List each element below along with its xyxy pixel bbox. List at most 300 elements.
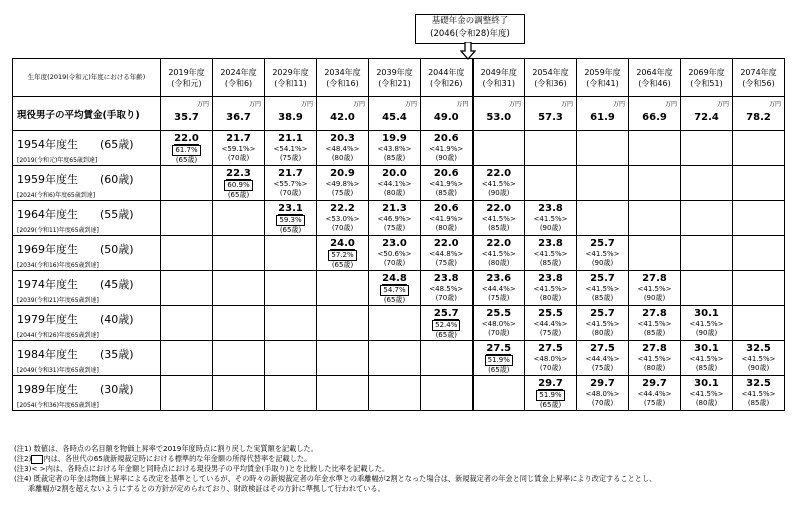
age-label: (75歳) xyxy=(279,154,302,162)
wage-ratio: <44.4%> xyxy=(637,390,672,398)
header-era-label: (令和56) xyxy=(742,78,775,88)
unit-label: 万円 xyxy=(404,101,417,108)
pension-value: 21.3 xyxy=(382,203,407,214)
cohort-cell xyxy=(525,271,577,306)
age-label: (80歳) xyxy=(383,189,406,197)
age-label: (75歳) xyxy=(435,259,457,267)
cohort-cell xyxy=(213,306,265,341)
cohort-cell xyxy=(473,201,525,236)
cohort-cell xyxy=(317,201,369,236)
age-label: (80歳) xyxy=(331,154,354,162)
cohort-note: [2034(令和16)年度65歳到達] xyxy=(17,262,99,269)
cohort-cell xyxy=(161,306,213,341)
pension-value: 25.5 xyxy=(538,308,563,319)
cohort-row xyxy=(13,341,785,376)
age-label: (85歳) xyxy=(643,329,666,337)
wage-ratio: <41.9%> xyxy=(429,215,464,223)
pension-value-wrap xyxy=(474,343,525,355)
cohort-name: 1979年度生 (40歳) xyxy=(17,313,134,326)
pension-value: 29.7 xyxy=(642,378,667,389)
replacement-rate: 51.9% xyxy=(485,355,513,366)
age-label: (75歳) xyxy=(383,224,406,232)
wage-value: 45.4 xyxy=(382,112,407,123)
pension-value: 30.1 xyxy=(694,343,719,354)
wage-ratio: <41.5%> xyxy=(481,250,516,258)
age-label: (90歳) xyxy=(539,224,562,232)
pension-value: 22.2 xyxy=(330,203,355,214)
cohort-cell xyxy=(369,166,421,201)
wage-ratio: <44.1%> xyxy=(377,180,412,188)
age-label: (65歳) xyxy=(227,191,250,199)
age-label: (65歳) xyxy=(331,261,354,269)
wage-ratio: <46.9%> xyxy=(377,215,412,223)
age-label: (85歳) xyxy=(435,189,457,197)
cohort-cell xyxy=(213,376,265,411)
header-year-label: 2069年度 xyxy=(688,67,725,77)
cohort-cell xyxy=(317,166,369,201)
pension-value: 32.5 xyxy=(746,378,771,389)
header-row xyxy=(13,59,785,97)
cohort-cell xyxy=(317,271,369,306)
pension-value: 23.8 xyxy=(433,273,459,284)
pension-value-wrap xyxy=(369,273,420,285)
replacement-rate: 61.7% xyxy=(172,145,200,156)
age-label: (70歳) xyxy=(383,259,406,267)
pension-value: 23.8 xyxy=(538,273,563,284)
cohort-cell xyxy=(733,341,785,376)
header-year xyxy=(681,59,733,97)
header-era-label: (令和元) xyxy=(171,78,202,88)
pension-value: 25.7 xyxy=(590,273,615,284)
cohort-label xyxy=(13,131,161,166)
wage-ratio: <41.5%> xyxy=(741,390,776,398)
wage-cell xyxy=(421,97,473,131)
cohort-cell xyxy=(681,341,733,376)
replacement-rate: 57.2% xyxy=(328,250,356,261)
cohort-note: [2049(令和31)年度65歳到達] xyxy=(17,367,99,374)
age-label: (85歳) xyxy=(695,364,718,372)
cohort-cell xyxy=(161,271,213,306)
header-year xyxy=(577,59,629,97)
unit-label: 万円 xyxy=(248,101,261,108)
cohort-cell xyxy=(369,131,421,166)
pension-value: 27.8 xyxy=(642,343,667,354)
wage-ratio: <44.4%> xyxy=(585,355,620,363)
cohort-note: [2054(令和36)年度65歳到達] xyxy=(17,402,99,409)
replacement-rate: 59.3% xyxy=(276,215,304,226)
age-label: (80歳) xyxy=(643,364,666,372)
pension-value: 21.7 xyxy=(278,168,303,179)
cohort-cell xyxy=(577,131,629,166)
age-label: (75歳) xyxy=(643,399,666,407)
wage-ratio: <49.8%> xyxy=(325,180,360,188)
cohort-cell xyxy=(733,236,785,271)
unit-label: 万円 xyxy=(768,101,781,108)
header-year xyxy=(421,59,473,97)
cohort-cell xyxy=(421,201,473,236)
age-label: (90歳) xyxy=(695,329,718,337)
cohort-cell xyxy=(525,236,577,271)
wage-cell xyxy=(213,97,265,131)
wage-cell xyxy=(629,97,681,131)
cohort-cell xyxy=(629,236,681,271)
pension-value: 23.0 xyxy=(382,238,407,249)
age-label: (85歳) xyxy=(591,294,614,302)
header-year xyxy=(369,59,421,97)
cohort-cell xyxy=(473,271,525,306)
wage-cell xyxy=(317,97,369,131)
cohort-label xyxy=(13,341,161,376)
wage-cell xyxy=(681,97,733,131)
cohort-cell xyxy=(577,236,629,271)
wage-ratio: <41.5%> xyxy=(585,250,620,258)
pension-value: 23.8 xyxy=(538,203,563,214)
age-label: (65歳) xyxy=(435,331,457,339)
wage-ratio: <44.8%> xyxy=(429,250,464,258)
cohort-cell xyxy=(317,131,369,166)
pension-value: 32.5 xyxy=(746,343,771,354)
header-corner: 生年度(2019(令和元)年度における年齢) xyxy=(13,59,161,97)
wage-ratio: <59.1%> xyxy=(221,145,256,153)
header-year-label: 2024年度 xyxy=(220,67,257,77)
cohort-cell xyxy=(421,341,473,376)
age-label: (65歳) xyxy=(539,401,562,409)
header-era-label: (令和51) xyxy=(690,78,723,88)
cohort-cell xyxy=(161,376,213,411)
wage-label: 現役男子の平均賃金(手取り) xyxy=(13,97,161,131)
replacement-rate: 54.7% xyxy=(380,285,408,296)
wage-value: 78.2 xyxy=(746,112,771,123)
wage-cell xyxy=(577,97,629,131)
wage-value: 66.9 xyxy=(642,112,667,123)
cohort-cell xyxy=(369,201,421,236)
cohort-cell xyxy=(161,201,213,236)
pension-value-wrap xyxy=(421,308,472,320)
age-label: (85歳) xyxy=(488,224,510,232)
cohort-cell xyxy=(213,201,265,236)
cohort-label xyxy=(13,166,161,201)
header-year xyxy=(629,59,681,97)
cohort-cell xyxy=(265,341,317,376)
cohort-cell xyxy=(317,376,369,411)
wage-value: 35.7 xyxy=(174,112,199,123)
pension-value: 19.9 xyxy=(382,133,407,144)
cohort-cell xyxy=(525,306,577,341)
cohort-cell xyxy=(577,166,629,201)
cohort-cell xyxy=(629,131,681,166)
pension-value: 23.6 xyxy=(486,273,512,284)
cohort-label xyxy=(13,306,161,341)
pension-value: 20.6 xyxy=(433,168,459,179)
cohort-cell xyxy=(525,376,577,411)
wage-ratio: <41.5%> xyxy=(585,285,620,293)
note-1: (注1) 数値は、各時点の名目額を物価上昇率で2019年度時点に割り戻した実質額を記載した。 xyxy=(14,444,318,453)
wage-ratio: <41.9%> xyxy=(429,145,464,153)
pension-value: 30.1 xyxy=(694,378,719,389)
header-era-label: (令和46) xyxy=(638,78,671,88)
cohort-row xyxy=(13,271,785,306)
pension-value: 27.5 xyxy=(538,343,563,354)
age-label: (75歳) xyxy=(331,189,354,197)
header-year-label: 2049年度 xyxy=(480,67,517,77)
cohort-cell xyxy=(473,236,525,271)
header-year xyxy=(213,59,265,97)
cohort-cell xyxy=(213,236,265,271)
pension-value: 22.0 xyxy=(486,168,512,179)
wage-ratio: <41.5%> xyxy=(637,285,672,293)
footnotes xyxy=(14,444,794,494)
age-label: (65歳) xyxy=(383,296,406,304)
wage-ratio: <41.9%> xyxy=(429,180,464,188)
cohort-cell xyxy=(577,341,629,376)
unit-label: 万円 xyxy=(456,101,469,108)
box-symbol-icon xyxy=(31,455,43,464)
replacement-rate: 52.4% xyxy=(432,320,460,331)
cohort-label xyxy=(13,376,161,411)
age-label: (70歳) xyxy=(279,189,302,197)
cohort-cell xyxy=(577,306,629,341)
header-year-label: 2029年度 xyxy=(272,67,309,77)
pension-value: 22.0 xyxy=(174,133,199,144)
header-era-label: (令和6) xyxy=(224,78,253,88)
header-year-label: 2034年度 xyxy=(324,67,361,77)
cohort-cell xyxy=(577,271,629,306)
pension-value: 20.6 xyxy=(433,203,459,214)
pension-value: 30.1 xyxy=(694,308,719,319)
cohort-name: 1974年度生 (45歳) xyxy=(17,278,134,291)
cohort-cell xyxy=(265,376,317,411)
cohort-row xyxy=(13,306,785,341)
age-label: (80歳) xyxy=(539,294,562,302)
cohort-cell xyxy=(733,201,785,236)
wage-ratio: <41.5%> xyxy=(689,355,724,363)
cohort-cell xyxy=(317,236,369,271)
cohort-cell xyxy=(369,236,421,271)
pension-value: 24.0 xyxy=(330,238,355,249)
cohort-cell xyxy=(733,376,785,411)
cohort-cell xyxy=(161,236,213,271)
pension-value-wrap xyxy=(213,168,264,180)
cohort-cell xyxy=(213,131,265,166)
header-era-label: (令和21) xyxy=(378,78,411,88)
header-era-label: (令和11) xyxy=(274,78,307,88)
unit-label: 万円 xyxy=(664,101,677,108)
wage-ratio: <41.5%> xyxy=(689,390,724,398)
cohort-name: 1984年度生 (35歳) xyxy=(17,348,134,361)
header-era-label: (令和26) xyxy=(430,78,463,88)
cohort-cell xyxy=(213,166,265,201)
age-label: (90歳) xyxy=(747,364,770,372)
wage-ratio: <53.0%> xyxy=(325,215,360,223)
wage-ratio: <44.4%> xyxy=(533,320,568,328)
cohort-cell xyxy=(473,166,525,201)
wage-cell xyxy=(525,97,577,131)
cohort-cell xyxy=(681,236,733,271)
wage-ratio: <48.0%> xyxy=(533,355,568,363)
wage-value: 61.9 xyxy=(590,112,615,123)
age-label: (70歳) xyxy=(227,154,250,162)
header-year xyxy=(161,59,213,97)
average-wage-row xyxy=(13,97,785,131)
age-label: (75歳) xyxy=(539,329,562,337)
unit-label: 万円 xyxy=(352,101,365,108)
pension-value: 22.0 xyxy=(433,238,459,249)
unit-label: 万円 xyxy=(196,101,209,108)
age-label: (70歳) xyxy=(435,294,457,302)
pension-value: 21.7 xyxy=(226,133,251,144)
wage-ratio: <48.0%> xyxy=(481,320,516,328)
pension-value: 27.5 xyxy=(590,343,615,354)
wage-cell xyxy=(161,97,213,131)
cohort-cell xyxy=(525,131,577,166)
cohort-cell xyxy=(733,166,785,201)
pension-value-wrap xyxy=(525,378,576,390)
cohort-cell xyxy=(473,131,525,166)
wage-ratio: <55.7%> xyxy=(273,180,308,188)
cohort-note: [2019(令和元)年度65歳到達] xyxy=(17,157,98,164)
cohort-note: [2029(令和11)年度65歳到達] xyxy=(17,227,99,234)
wage-cell xyxy=(369,97,421,131)
cohort-cell xyxy=(369,376,421,411)
wage-value: 53.0 xyxy=(486,112,512,123)
cohort-cell xyxy=(473,376,525,411)
age-label: (65歳) xyxy=(488,366,510,374)
header-era-label: (令和36) xyxy=(534,78,567,88)
cohort-cell xyxy=(421,166,473,201)
pension-projection-table xyxy=(12,58,785,411)
note-4: (注4) 既裁定者の年金は物価上昇率による改定を基準としているが、その時々の新規裁定者の年金水準との乖離幅が2割となった場合は、新規裁定者の年金と同じ賃金上昇率により改定することとし、 xyxy=(14,474,657,483)
cohort-cell xyxy=(525,341,577,376)
age-label: (80歳) xyxy=(488,259,510,267)
pension-value: 20.9 xyxy=(330,168,355,179)
cohort-cell xyxy=(733,306,785,341)
banner-subtitle: (2046(令和28)年度) xyxy=(430,29,510,39)
pension-value: 22.0 xyxy=(486,203,512,214)
pension-value: 25.7 xyxy=(590,308,615,319)
pension-value-wrap xyxy=(161,133,212,145)
note-3: (注3)< >内は、各時点における年金額と同時点における現役男子の平均賃金(手取り)とを比較した比率を記載した。 xyxy=(14,464,390,473)
wage-ratio: <48.5%> xyxy=(429,285,464,293)
header-year xyxy=(525,59,577,97)
unit-label: 万円 xyxy=(300,101,313,108)
cohort-cell xyxy=(265,201,317,236)
cohort-cell xyxy=(525,166,577,201)
wage-ratio: <48.0%> xyxy=(585,390,620,398)
cohort-label xyxy=(13,236,161,271)
cohort-cell xyxy=(681,271,733,306)
pension-value: 20.0 xyxy=(382,168,407,179)
note-2: (注2) 内は、各世代の65歳新規裁定時における標準的な年金額の所得代替率を記載した。 xyxy=(14,454,312,463)
cohort-cell xyxy=(265,166,317,201)
wage-ratio: <41.5%> xyxy=(533,250,568,258)
wage-ratio: <41.5%> xyxy=(585,320,620,328)
wage-value: 36.7 xyxy=(226,112,251,123)
pension-value: 25.7 xyxy=(590,238,615,249)
age-label: (70歳) xyxy=(488,329,510,337)
wage-cell xyxy=(473,97,525,131)
header-year xyxy=(733,59,785,97)
wage-value: 49.0 xyxy=(433,112,459,123)
cohort-cell xyxy=(369,341,421,376)
age-label: (85歳) xyxy=(747,399,770,407)
cohort-cell xyxy=(265,271,317,306)
cohort-cell xyxy=(473,306,525,341)
age-label: (90歳) xyxy=(591,259,614,267)
cohort-cell xyxy=(681,201,733,236)
cohort-cell xyxy=(421,236,473,271)
banner-title: 基礎年金の調整終了 xyxy=(431,16,509,26)
cohort-name: 1964年度生 (55歳) xyxy=(17,208,134,221)
cohort-name: 1989年度生 (30歳) xyxy=(17,383,134,396)
cohort-cell xyxy=(265,131,317,166)
unit-label: 万円 xyxy=(612,101,625,108)
unit-label: 万円 xyxy=(560,101,573,108)
age-label: (80歳) xyxy=(435,224,457,232)
wage-ratio: <41.5%> xyxy=(741,355,776,363)
header-year xyxy=(317,59,369,97)
age-label: (85歳) xyxy=(539,259,562,267)
header-year-label: 2039年度 xyxy=(376,67,413,77)
cohort-note: [2039(令和21)年度65歳到達] xyxy=(17,297,99,304)
age-label: (75歳) xyxy=(591,364,614,372)
cohort-note: [2024(令和6)年度65歳到達] xyxy=(17,192,96,199)
header-year-label: 2044年度 xyxy=(428,67,465,77)
header-era-label: (令和16) xyxy=(326,78,359,88)
age-label: (90歳) xyxy=(643,294,666,302)
cohort-cell xyxy=(629,376,681,411)
header-year-label: 2059年度 xyxy=(584,67,621,77)
cohort-cell xyxy=(421,271,473,306)
cohort-cell xyxy=(733,271,785,306)
pension-value: 27.8 xyxy=(642,273,667,284)
cohort-cell xyxy=(577,376,629,411)
pension-value: 27.5 xyxy=(486,343,512,354)
wage-ratio: <41.5%> xyxy=(533,215,568,223)
age-label: (90歳) xyxy=(435,154,457,162)
pension-value: 23.1 xyxy=(278,203,303,214)
note-4-cont: 乖離幅が2割を超えないようにするとの方針が定められており、財政検証はその方針に準拠して行われている。 xyxy=(28,484,385,493)
cohort-cell xyxy=(421,306,473,341)
wage-ratio: <41.5%> xyxy=(637,320,672,328)
cohort-cell xyxy=(577,201,629,236)
cohort-cell xyxy=(525,201,577,236)
wage-value: 38.9 xyxy=(278,112,303,123)
cohort-cell xyxy=(733,131,785,166)
wage-cell xyxy=(733,97,785,131)
cohort-cell xyxy=(161,131,213,166)
cohort-label xyxy=(13,201,161,236)
header-era-label: (令和41) xyxy=(586,78,619,88)
cohort-row xyxy=(13,201,785,236)
cohort-name: 1959年度生 (60歳) xyxy=(17,173,134,186)
cohort-row xyxy=(13,131,785,166)
header-year xyxy=(265,59,317,97)
wage-cell xyxy=(265,97,317,131)
wage-ratio: <41.5%> xyxy=(481,180,516,188)
age-label: (65歳) xyxy=(175,156,198,164)
age-label: (80歳) xyxy=(591,329,614,337)
cohort-cell xyxy=(629,341,681,376)
pension-value: 22.0 xyxy=(486,238,512,249)
age-label: (75歳) xyxy=(488,294,510,302)
age-label: (70歳) xyxy=(539,364,562,372)
header-year-label: 2064年度 xyxy=(636,67,673,77)
pension-value: 29.7 xyxy=(538,378,563,389)
unit-label: 万円 xyxy=(716,101,729,108)
cohort-cell xyxy=(681,376,733,411)
cohort-row xyxy=(13,166,785,201)
cohort-cell xyxy=(681,306,733,341)
